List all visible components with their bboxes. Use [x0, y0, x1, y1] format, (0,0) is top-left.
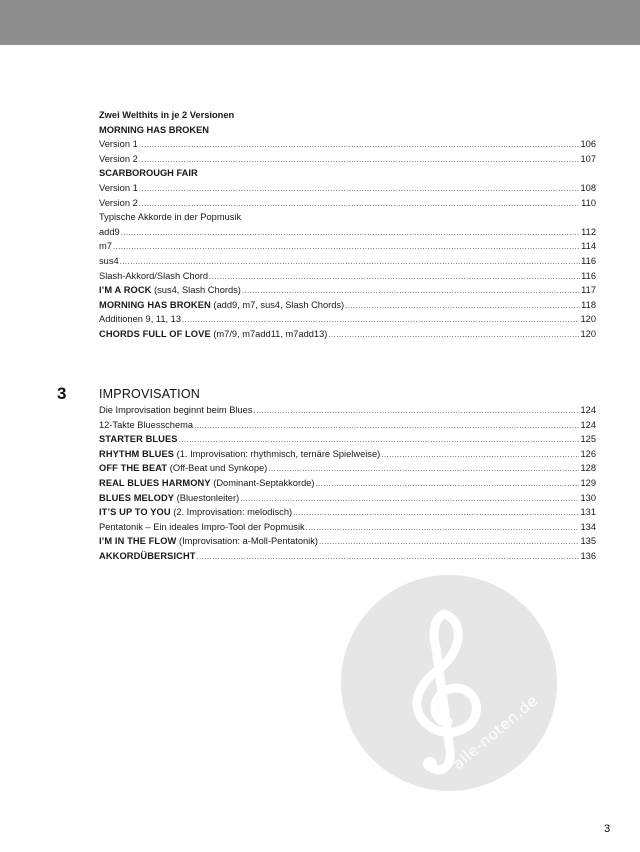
dot-leader: [179, 432, 580, 448]
toc-entry-bold-title: RHYTHM BLUES: [99, 448, 175, 459]
dot-leader: [182, 312, 579, 328]
toc-page-number: 136: [580, 550, 596, 561]
toc-entry-text: Version 2: [99, 153, 138, 164]
toc-heading: [99, 108, 596, 123]
toc-entry-text: Pentatonik – Ein ideales Impro-Tool der Popmusik: [99, 521, 305, 532]
dot-leader: [306, 520, 580, 536]
toc-entry-title: [99, 520, 305, 535]
toc-entry-bold-title: BLUES MELODY: [99, 492, 175, 503]
toc-page-number: 128: [580, 463, 596, 474]
toc-entry-text: (add9, m7, sus4, Slash Chords): [210, 299, 345, 310]
toc-entry: [99, 534, 596, 549]
toc-subheading: [99, 210, 596, 225]
toc-entry-title: [99, 196, 138, 211]
toc-entry-title: [99, 549, 196, 564]
toc-entry-title: [99, 505, 292, 520]
toc-entry-title: [99, 418, 193, 433]
toc-page-number: 130: [580, 492, 596, 503]
toc-entry-text: (2. Improvisation: melodisch): [170, 507, 293, 518]
toc-entry-title: [99, 476, 315, 491]
dot-leader: [139, 152, 580, 168]
dot-leader: [113, 239, 580, 255]
toc-entry-text: (Dominant-Septakkorde): [210, 477, 315, 488]
toc-entry-text: Die Improvisation beginnt beim Blues: [99, 405, 253, 415]
toc-entry-title: [99, 210, 241, 225]
toc-entry: [99, 239, 596, 254]
watermark: [340, 574, 558, 792]
toc-heading: [99, 123, 596, 138]
toc-entry: [99, 312, 596, 327]
toc-entry-title: [99, 254, 119, 269]
dot-leader: [242, 283, 580, 299]
treble-clef-dot: [423, 757, 437, 771]
toc-entry-bold-title: MORNING HAS BROKEN: [99, 299, 211, 310]
toc-entry-text: SCARBOROUGH FAIR: [99, 168, 198, 179]
toc-heading: [99, 166, 596, 181]
toc-entry: [99, 137, 596, 152]
toc-page-number: 124: [580, 405, 596, 415]
toc-entry-title: [99, 152, 138, 167]
toc-entry: [99, 461, 596, 476]
toc-entry-text: (Off-Beat und Synkope): [167, 463, 268, 474]
toc-page-number: 129: [580, 477, 596, 488]
toc-entry: [99, 549, 596, 564]
toc-entry: [99, 152, 596, 167]
toc-page-number: 120: [580, 314, 596, 325]
dot-leader: [293, 505, 579, 521]
toc-entry-text: Slash-Akkord/Slash Chord: [99, 270, 209, 281]
toc-entry: [99, 476, 596, 491]
toc-entry: [99, 418, 596, 433]
toc-entry-bold-title: REAL BLUES HARMONY: [99, 477, 211, 488]
toc-page-number: 116: [581, 255, 596, 266]
toc-entry-text: (Improvisation: a-Moll-Pentatonik): [176, 536, 318, 547]
dot-leader: [253, 403, 579, 419]
toc-entry-title: [99, 327, 327, 342]
chapter-number: 3: [57, 384, 67, 403]
header-bar: [0, 0, 640, 45]
toc-page-number: 118: [581, 299, 596, 310]
dot-leader: [240, 491, 579, 507]
toc-entry-text: Zwei Welthits in je 2 Versionen: [99, 110, 235, 120]
toc-entry-bold-title: IT’S UP TO YOU: [99, 507, 171, 518]
toc-entry: [99, 520, 596, 535]
toc-section-1: [99, 108, 596, 342]
toc-entry-title: [99, 283, 241, 298]
toc-page-number: 110: [581, 197, 596, 208]
toc-entry-text: Version 2: [99, 197, 138, 208]
toc-entry-title: [99, 403, 252, 418]
toc-entry: [99, 283, 596, 298]
dot-leader: [120, 254, 581, 270]
toc-entry-bold-title: I’M A ROCK: [99, 285, 152, 296]
toc-entry: [99, 298, 596, 313]
toc-page-number: 106: [580, 139, 596, 150]
toc-page-number: 131: [580, 507, 596, 518]
toc-entry: [99, 181, 596, 196]
toc-entry-title: [99, 269, 208, 284]
toc-entry: [99, 269, 596, 284]
toc-entry: [99, 432, 596, 447]
toc-entry-bold-title: STARTER BLUES: [99, 434, 178, 445]
dot-leader: [345, 298, 580, 314]
toc-entry: [99, 225, 596, 240]
toc-entry-title: [99, 312, 181, 327]
toc-entry: [99, 491, 596, 506]
toc-entry: [99, 447, 596, 462]
toc-entry-text: Additionen 9, 11, 13: [99, 314, 182, 325]
toc-entry-title: [99, 123, 209, 138]
toc-entry-bold-title: CHORDS FULL OF LOVE: [99, 328, 211, 339]
toc-page-number: 117: [581, 285, 596, 296]
toc-entry-title: [99, 225, 120, 240]
toc-entry-text: (1. Improvisation: rhythmisch, ternäre Spielweise): [174, 448, 381, 459]
toc-entry-bold-title: OFF THE BEAT: [99, 463, 168, 474]
dot-leader: [121, 225, 580, 241]
toc-page-number: 124: [580, 419, 596, 430]
toc-entry-title: [99, 461, 267, 476]
dot-leader: [381, 447, 579, 463]
dot-leader: [139, 196, 580, 212]
dot-leader: [139, 181, 580, 197]
watermark-text: alle-noten.de: [449, 691, 542, 774]
dot-leader: [319, 534, 579, 550]
toc-page-number: 108: [580, 182, 596, 193]
dot-leader: [139, 137, 580, 153]
toc-page-number: 120: [580, 328, 596, 339]
toc-entry: [99, 403, 596, 418]
dot-leader: [328, 327, 579, 343]
toc-entry-title: [99, 432, 178, 447]
toc-entry-text: Typische Akkorde in der Popmusik: [99, 212, 242, 223]
toc-entry-title: [99, 137, 138, 152]
toc-entry-title: [99, 447, 380, 462]
toc-page-number: 135: [580, 536, 596, 547]
toc-page-number: 116: [581, 270, 596, 281]
toc-page-number: 134: [580, 521, 596, 532]
toc-page-number: 112: [581, 226, 596, 237]
toc-entry-title: [99, 239, 112, 254]
dot-leader: [209, 269, 580, 285]
toc-entry-title: [99, 181, 138, 196]
toc-entry: [99, 254, 596, 269]
toc-entry: [99, 505, 596, 520]
dot-leader: [194, 418, 579, 434]
toc-entry: [99, 196, 596, 211]
toc-entry-title: [99, 166, 198, 181]
page-number: 3: [604, 823, 611, 835]
toc-entry-text: MORNING HAS BROKEN: [99, 124, 210, 135]
toc-entry-text: (sus4, Slash Chords): [151, 285, 241, 296]
toc-entry-title: [99, 108, 234, 123]
toc-entry-bold-title: I’M IN THE FLOW: [99, 536, 177, 547]
toc-page-number: 107: [580, 153, 596, 164]
toc-entry-title: [99, 298, 344, 313]
toc-section-2: [99, 403, 596, 564]
toc-entry-text: add9: [99, 226, 120, 237]
toc-entry-title: [99, 491, 239, 506]
toc-entry-text: (Bluestonleiter): [174, 492, 240, 503]
toc-entry-bold-title: AKKORDÜBERSICHT: [99, 550, 196, 561]
toc-entry-text: (m7/9, m7add11, m7add13): [210, 328, 328, 339]
toc-page-number: 126: [580, 448, 596, 459]
dot-leader: [316, 476, 580, 492]
toc-entry: [99, 327, 596, 342]
toc-entry-text: Version 1: [99, 139, 138, 150]
toc-entry-title: [99, 534, 318, 549]
toc-page-number: 114: [581, 241, 596, 252]
toc-entry-text: m7: [99, 241, 112, 252]
toc-entry-text: sus4: [99, 255, 119, 266]
dot-leader: [197, 549, 580, 565]
toc-entry-text: 12-Takte Bluesschema: [99, 419, 194, 430]
chapter-title: IMPROVISATION: [99, 387, 200, 401]
toc-page-number: 125: [580, 434, 596, 445]
toc-entry-text: Version 1: [99, 182, 138, 193]
dot-leader: [268, 461, 579, 477]
